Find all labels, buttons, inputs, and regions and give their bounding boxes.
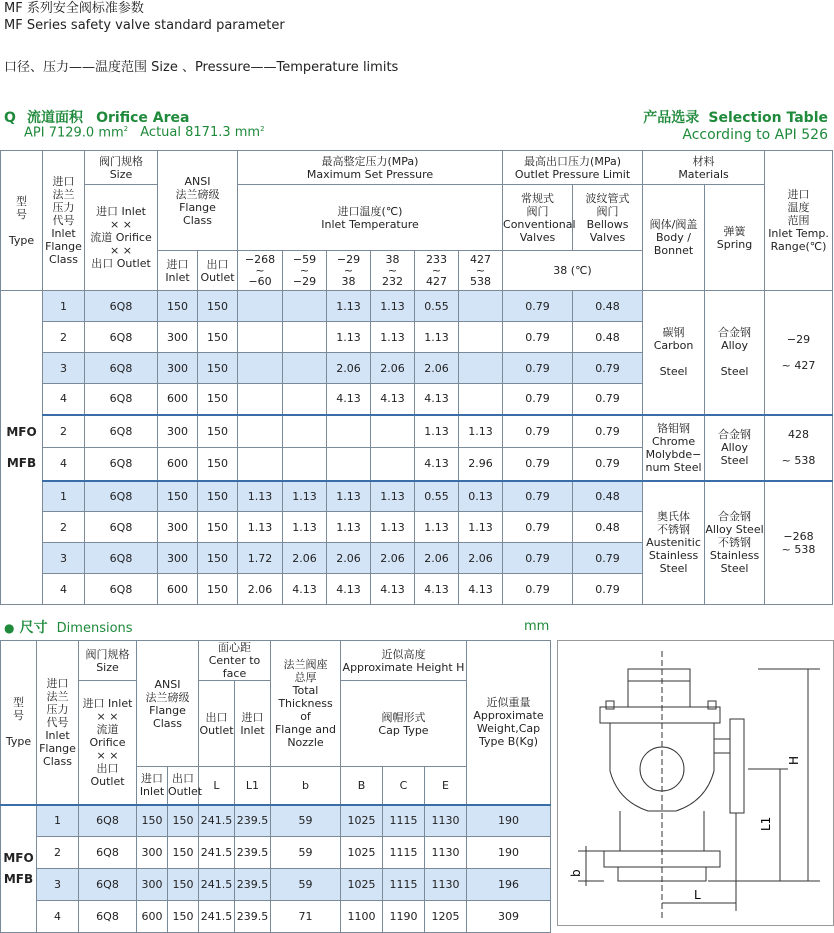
t1-cell: 300 (158, 322, 198, 353)
t1-cell: 2.06 (415, 543, 459, 574)
t1-row (1, 481, 833, 512)
t2-cell: 150 (137, 805, 168, 837)
t1-cell: 4.13 (415, 384, 459, 415)
t1-cell: 6Q8 (85, 415, 158, 448)
t1-temp-col-5: 233 ~ 427 (415, 251, 459, 291)
t2-cell: 1025 (341, 805, 383, 837)
t2-cell: 196 (467, 869, 551, 901)
t1-temp-range: −29 ~ 427 (765, 291, 833, 415)
t1-cell (459, 322, 503, 353)
selection-title-en: Selection Table (708, 110, 828, 126)
t1-cell: 300 (158, 415, 198, 448)
t2-cell: 300 (137, 869, 168, 901)
t2-cell: 239.5 (235, 837, 271, 869)
t1-cell: 2.06 (371, 543, 415, 574)
t1-cell (459, 291, 503, 322)
t1-cell: 0.79 (503, 384, 573, 415)
t2-cell: 1 (37, 805, 79, 837)
t1-cell: 0.79 (503, 481, 573, 512)
t1-cell: 3 (43, 543, 85, 574)
t1-cell: 0.79 (573, 353, 643, 384)
t1-temp38-header: 38 (℃) (503, 251, 643, 291)
orifice-q-label: Q (4, 110, 16, 126)
t1-cell: 1.13 (415, 322, 459, 353)
t2-height-header: 近似高度 Approximate Height H (341, 641, 467, 681)
t1-range-header: 进口 温度 范围 Inlet Temp. Range(℃) (765, 151, 833, 291)
valve-drawing (557, 640, 834, 926)
t1-cell: 1.13 (371, 481, 415, 512)
doc-title-en: MF Series safety valve standard parameter (4, 18, 285, 33)
t2-cell: 1130 (425, 837, 467, 869)
t1-outlet-header: 出口 Outlet (198, 251, 238, 291)
t1-size-body: 进口 Inlet × × 流道 Orifice × × 出口 Outlet (85, 185, 158, 291)
t1-temp-col-6: 427 ~ 538 (459, 251, 503, 291)
t1-cell: 150 (158, 481, 198, 512)
t2-L-header: L (199, 767, 235, 805)
t1-cell: 1.13 (415, 512, 459, 543)
t2-cell: 600 (137, 901, 168, 933)
orifice-values (24, 125, 265, 140)
t2-size-body: 进口 Inlet × × 流道 Orifice × × 出口 Outlet (79, 681, 137, 805)
t1-cell: 4.13 (327, 574, 371, 605)
t2-cell: 6Q8 (79, 869, 137, 901)
t1-cell: 1.13 (238, 512, 283, 543)
t2-cell: 6Q8 (79, 837, 137, 869)
t1-cell: 1.13 (327, 291, 371, 322)
t2-cell: 190 (467, 805, 551, 837)
t2-cell: 190 (467, 837, 551, 869)
t2-cell: 1190 (383, 901, 425, 933)
t2-cell: 1130 (425, 805, 467, 837)
t2-inlet-header: 进口 Inlet (137, 767, 168, 805)
t1-cell: 2 (43, 512, 85, 543)
t1-cell: 1.13 (327, 481, 371, 512)
t1-materials-header: 材料 Materials (643, 151, 765, 185)
t2-cell: 59 (271, 869, 341, 901)
t1-cell: 0.79 (503, 512, 573, 543)
t1-cell: 4.13 (327, 384, 371, 415)
t1-cell (283, 353, 327, 384)
t1-cell: 1.13 (459, 415, 503, 448)
selection-heading (643, 107, 828, 127)
t1-size-header: 阀门规格 Size (85, 151, 158, 185)
t2-L1-header: L1 (235, 767, 271, 805)
t2-row (1, 869, 551, 901)
t2-cell: 241.5 (199, 805, 235, 837)
t1-cell: 0.79 (503, 543, 573, 574)
orifice-api-sup: 2 (123, 125, 129, 133)
drawing-cap (628, 669, 690, 707)
t2-cell: 59 (271, 837, 341, 869)
t1-cell: 1.13 (283, 512, 327, 543)
t2-cell: 150 (168, 805, 199, 837)
t1-cell: 0.79 (573, 543, 643, 574)
t1-inlet-header: 进口 Inlet (158, 251, 198, 291)
t1-cell: 0.79 (503, 574, 573, 605)
t1-cell: 0.79 (503, 322, 573, 353)
t1-cell (238, 384, 283, 415)
t1-cell (327, 448, 371, 481)
t1-cell: 1.13 (371, 322, 415, 353)
dims-title-en: Dimensions (56, 621, 133, 636)
doc-title-cn: MF 系列安全阀标准参数 (4, 1, 144, 16)
t1-spring-header: 弹簧 Spring (705, 185, 765, 291)
t1-cell: 0.79 (503, 448, 573, 481)
selection-title-cn: 产品选录 (643, 110, 700, 126)
t1-spring-material: 合金钢 Alloy Steel 不锈钢 Stainless Steel (705, 481, 765, 605)
t1-cell: 0.55 (415, 291, 459, 322)
t1-cell (283, 384, 327, 415)
t2-cell: 241.5 (199, 837, 235, 869)
t1-cell (327, 415, 371, 448)
t2-c2f-inlet: 进口 Inlet (235, 681, 271, 767)
t1-row (1, 415, 833, 448)
t1-type-header: 型 号 Type (1, 151, 43, 291)
t1-cell: 0.48 (573, 512, 643, 543)
t1-cell: 2 (43, 415, 85, 448)
dims-heading (4, 617, 133, 637)
t2-cell: 71 (271, 901, 341, 933)
t1-temp-col-1: −268 ~ −60 (238, 251, 283, 291)
t2-cell: 6Q8 (79, 805, 137, 837)
t1-cell: 150 (198, 291, 238, 322)
orifice-title-cn: 流道面积 (27, 110, 83, 126)
t1-cell: 600 (158, 574, 198, 605)
t1-cell: 0.48 (573, 322, 643, 353)
t2-weight-header: 近似重量 Approximate Weight,Cap Type B(Kg) (467, 641, 551, 805)
t1-cell: 1.13 (459, 512, 503, 543)
t2-cell: 1205 (425, 901, 467, 933)
drawing-bonnet-flange (600, 707, 720, 723)
t2-cell: 150 (168, 869, 199, 901)
t1-cell: 3 (43, 353, 85, 384)
t2-size-header: 阀门规格 Size (79, 641, 137, 681)
t1-flange-code-header: 进口 法兰 压力 代号 Inlet Flange Class (43, 151, 85, 291)
t1-body-material: 奥氏体 不锈钢 Austenitic Stainless Steel (643, 481, 705, 605)
t1-cell: 6Q8 (85, 481, 158, 512)
t1-cell: 4.13 (371, 574, 415, 605)
t1-cell: 2.06 (371, 353, 415, 384)
t1-cell (283, 448, 327, 481)
t1-cell: 4.13 (415, 574, 459, 605)
t1-cell (459, 384, 503, 415)
t2-cell: 1115 (383, 805, 425, 837)
t2-cell: 150 (168, 901, 199, 933)
t2-cell: 241.5 (199, 901, 235, 933)
t1-cell: 300 (158, 543, 198, 574)
selection-table (0, 150, 833, 605)
t1-cell: 6Q8 (85, 353, 158, 384)
t1-cell: 1 (43, 481, 85, 512)
dimensions-table (0, 640, 551, 933)
t1-cell: 4 (43, 574, 85, 605)
t2-cell: 300 (137, 837, 168, 869)
t2-cell: 309 (467, 901, 551, 933)
t1-cell: 150 (198, 512, 238, 543)
t1-cell: 6Q8 (85, 543, 158, 574)
t1-body-material: 碳钢 Carbon Steel (643, 291, 705, 415)
t2-b-header: b (271, 767, 341, 805)
t1-cell (283, 291, 327, 322)
t1-max-out-header: 最高出口压力(MPa) Outlet Pressure Limit (503, 151, 643, 185)
t1-row (1, 291, 833, 322)
t1-cell: 2.06 (327, 543, 371, 574)
t1-cell: 6Q8 (85, 291, 158, 322)
t1-cell (283, 415, 327, 448)
t1-cell: 2.06 (459, 543, 503, 574)
t1-cell: 150 (198, 448, 238, 481)
t1-cell: 2 (43, 322, 85, 353)
section-size-title: 口径、压力——温度范围 Size 、Pressure——Temperature limits (4, 60, 399, 75)
t1-cell: 0.13 (459, 481, 503, 512)
t2-B-header: B (341, 767, 383, 805)
t1-cell: 4.13 (371, 384, 415, 415)
t1-cell (238, 291, 283, 322)
t1-temp-col-3: −29 ~ 38 (327, 251, 371, 291)
t1-cell: 150 (198, 353, 238, 384)
t2-row (1, 805, 551, 837)
t1-cell: 150 (198, 574, 238, 605)
t1-cell (238, 448, 283, 481)
t1-cell: 1.13 (327, 512, 371, 543)
t2-row (1, 901, 551, 933)
t1-cell (371, 415, 415, 448)
t2-type-cell (1, 805, 37, 933)
t1-cell: 1.13 (238, 481, 283, 512)
t1-cell: 6Q8 (85, 384, 158, 415)
t2-cell: 4 (37, 901, 79, 933)
t1-cell: 0.79 (573, 384, 643, 415)
t2-c2f-header: 面心距 Center to face (199, 641, 271, 681)
dims-title-cn: 尺寸 (19, 620, 48, 636)
t1-cell (371, 448, 415, 481)
orifice-actual: Actual 8171.3 mm (140, 125, 261, 141)
t1-conv-header: 常规式 阀门 Conventional Valves (503, 185, 573, 251)
t2-row (1, 837, 551, 869)
t2-cell: 1025 (341, 837, 383, 869)
t2-cell: 241.5 (199, 869, 235, 901)
t1-cell (238, 415, 283, 448)
t1-spring-material: 合金钢 Alloy Steel (705, 291, 765, 415)
drawing-label-H: H (787, 755, 801, 765)
t2-thick-header: 法兰阀座 总厚 Total Thickness of Flange and Nozzle (271, 641, 341, 767)
orifice-heading (4, 107, 189, 127)
t1-cell: 2.06 (283, 543, 327, 574)
t1-cell (283, 322, 327, 353)
t1-cell: 0.79 (573, 448, 643, 481)
t1-cell: 2.06 (415, 353, 459, 384)
t1-cell: 1.72 (238, 543, 283, 574)
t2-cell: 1130 (425, 869, 467, 901)
t2-cell: 1100 (341, 901, 383, 933)
t2-cell: 239.5 (235, 805, 271, 837)
t2-cell: 150 (168, 837, 199, 869)
t1-cell: 1.13 (415, 415, 459, 448)
t1-cell: 6Q8 (85, 448, 158, 481)
t2-cell: 239.5 (235, 869, 271, 901)
t1-temp-range: 428 ~ 538 (765, 415, 833, 481)
t1-cell: 6Q8 (85, 512, 158, 543)
t2-c2f-outlet: 出口 Outlet (199, 681, 235, 767)
t1-cell: 4.13 (283, 574, 327, 605)
t1-cell: 150 (198, 415, 238, 448)
t2-cell: 239.5 (235, 901, 271, 933)
t1-inlet-temp-header: 进口温度(℃) Inlet Temperature (238, 185, 503, 251)
t2-E-header: E (425, 767, 467, 805)
t1-cell: 2.96 (459, 448, 503, 481)
drawing-outlet-flange (730, 719, 744, 813)
valve-drawing-svg (558, 641, 833, 925)
selection-sub: According to API 526 (682, 127, 828, 143)
t2-cell: 3 (37, 869, 79, 901)
t1-cell: 600 (158, 384, 198, 415)
t2-cell: 1115 (383, 869, 425, 901)
t1-cell: 1.13 (283, 481, 327, 512)
t2-type-header: 型 号 Type (1, 641, 37, 805)
t1-cell: 150 (198, 384, 238, 415)
t1-cell: 1.13 (371, 512, 415, 543)
t1-body-material: 铬钼钢 Chrome Molybde− num Steel (643, 415, 705, 481)
t2-C-header: C (383, 767, 425, 805)
t2-type-mfo: MFO (3, 850, 34, 865)
t1-cell: 150 (198, 543, 238, 574)
t1-cell (238, 353, 283, 384)
t2-cell: 1025 (341, 869, 383, 901)
t2-flange-code-header: 进口 法兰 压力 代号 Inlet Flange Class (37, 641, 79, 805)
t1-cell: 1 (43, 291, 85, 322)
orifice-api: API 7129.0 mm (24, 125, 124, 141)
t1-cell: 4 (43, 448, 85, 481)
t1-cell: 0.79 (573, 415, 643, 448)
t1-cell: 300 (158, 353, 198, 384)
t2-type-mfb: MFB (3, 871, 34, 886)
t1-cell: 0.48 (573, 291, 643, 322)
dims-unit: mm (524, 619, 550, 634)
drawing-label-L: L (694, 888, 701, 902)
t1-max-set-header: 最高整定压力(MPa) Maximum Set Pressure (238, 151, 503, 185)
dims-bullet-icon: ● (4, 621, 15, 635)
t1-cell: 0.79 (503, 353, 573, 384)
t1-type-cell (1, 291, 43, 605)
t1-cell: 0.55 (415, 481, 459, 512)
t1-cell: 4.13 (415, 448, 459, 481)
t1-ansi-header: ANSI 法兰磅级 Flange Class (158, 151, 238, 251)
t1-cell: 1.13 (371, 291, 415, 322)
t1-bellows-header: 波纹管式 阀门 Bellows Valves (573, 185, 643, 251)
t1-cell: 0.79 (573, 574, 643, 605)
t1-cell: 150 (198, 322, 238, 353)
t2-cell: 1115 (383, 837, 425, 869)
t1-cell: 0.48 (573, 481, 643, 512)
t1-cell: 6Q8 (85, 322, 158, 353)
t1-cell: 600 (158, 448, 198, 481)
t1-cell: 1.13 (327, 322, 371, 353)
t1-temp-col-4: 38 ~ 232 (371, 251, 415, 291)
t1-body-header: 阀体/阀盖 Body / Bonnet (643, 185, 705, 291)
t1-cell: 4.13 (459, 574, 503, 605)
t2-cell: 6Q8 (79, 901, 137, 933)
t1-temp-range: −268 ~ 538 (765, 481, 833, 605)
t1-cell: 0.79 (503, 291, 573, 322)
t1-cell (459, 353, 503, 384)
t1-cell: 150 (158, 291, 198, 322)
drawing-label-b: b (569, 869, 583, 877)
t1-cell: 2.06 (327, 353, 371, 384)
t1-cell: 4 (43, 384, 85, 415)
t1-spring-material: 合金钢 Alloy Steel (705, 415, 765, 481)
t2-cap-header: 阀帽形式 Cap Type (341, 681, 467, 767)
t2-ansi-header: ANSI 法兰磅级 Flange Class (137, 641, 199, 767)
t1-type-mfo: MFO (6, 424, 37, 439)
t1-cell: 6Q8 (85, 574, 158, 605)
t2-cell: 59 (271, 805, 341, 837)
t1-cell (238, 322, 283, 353)
orifice-actual-sup: 2 (260, 125, 265, 133)
t1-cell: 150 (198, 481, 238, 512)
t2-cell: 2 (37, 837, 79, 869)
t1-type-mfb: MFB (6, 455, 37, 470)
t1-cell: 2.06 (238, 574, 283, 605)
t2-outlet-header: 出口 Outlet (168, 767, 199, 805)
t1-cell: 0.79 (503, 415, 573, 448)
orifice-title-en: Orifice Area (96, 110, 190, 126)
drawing-label-L1: L1 (759, 816, 773, 831)
t1-cell: 300 (158, 512, 198, 543)
t1-temp-col-2: −59 ~ −29 (283, 251, 327, 291)
